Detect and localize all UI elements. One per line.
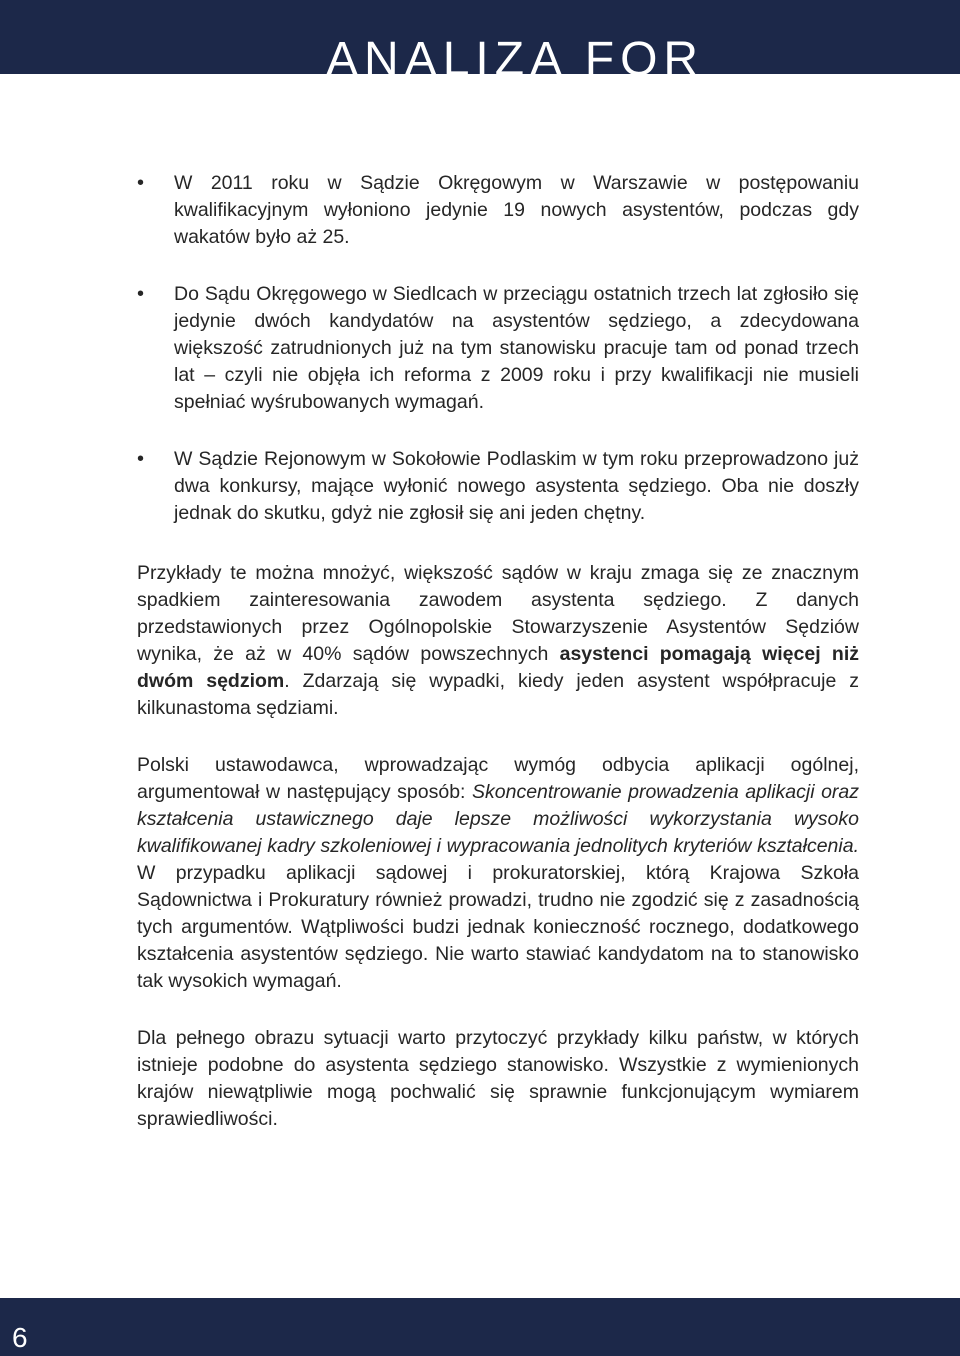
header-band bbox=[0, 0, 960, 74]
italic-quote: Skoncentrowanie prowadzenia aplikacji oraz kształcenia ustawicznego daje lepsze możliwości wykorzystania wysoko kwalifikowanej kadry szkoleniowej i wypracowania jednolitych kryteriów kształcenia. bbox=[137, 781, 860, 857]
page-content bbox=[137, 170, 859, 1163]
paragraph-text: Polski ustawodawca, wprowadzając wymóg odbycia aplikacji ogólnej, argumentował w następujący sposób: bbox=[137, 754, 859, 803]
paragraph-text: Przykłady te można mnożyć, większość sądów w kraju zmaga się ze znacznym spadkiem zainteresowania zawodem asystenta sędziego. Z danych przedstawionych przez Ogólnopolskie Stowarzyszenie Asystentów Sędziów wynika, że aż w 40% sądów powszechnych bbox=[137, 562, 859, 665]
paragraph-legislator bbox=[137, 752, 859, 995]
bullet-item: • W 2011 roku w Sądzie Okręgowym w Warszawie w postępowaniu kwalifikacyjnym wyłoniono jedynie 19 nowych asystentów, podczas gdy wakatów było aż 25. bbox=[137, 170, 859, 251]
paragraph-comparison: Dla pełnego obrazu sytuacji warto przytoczyć przykłady kilku państw, w których istnieje podobne do asystenta sędziego stanowisko. Wszystkie z wymienionych krajów niewątpliwie mogą pochwalić się sprawnie funkcjonującym wymiarem sprawiedliwości. bbox=[137, 1027, 859, 1130]
paragraph-text: W przypadku aplikacji sądowej i prokuratorskiej, którą Krajowa Szkoła Sądownictwa i Prokuratury również prowadzi, trudno nie zgodzić się z zasadnością tych argumentów. Wątpliwości budzi jednak konieczność rocznego, dodatkowego kształcenia asystentów sędziego. Nie warto stawiać kandydatom na to stanowisko tak wysokich wymagań. bbox=[137, 862, 859, 992]
page-number: 6 bbox=[12, 1322, 28, 1353]
footer-band bbox=[0, 1298, 960, 1356]
paragraph-examples bbox=[137, 560, 859, 722]
bullet-item: • Do Sądu Okręgowego w Siedlcach w przeciągu ostatnich trzech lat zgłosiło się jedynie dwóch kandydatów na asystentów sędziego, a zdecydowana większość zatrudnionych już na tym stanowisku pracuje tam od ponad trzech lat – czyli nie objęła ich reforma z 2009 roku i przy kwalifikacji nie musieli spełniać wyśrubowanych wymagań. bbox=[137, 281, 859, 416]
bullet-item: • W Sądzie Rejonowym w Sokołowie Podlaskim w tym roku przeprowadzono już dwa konkursy, mające wyłonić nowego asystenta sędziego. Oba nie doszły jednak do skutku, gdyż nie zgłosił się ani jeden chętny. bbox=[137, 446, 859, 527]
bullet-list bbox=[137, 170, 859, 527]
bold-highlight: asystenci pomagają więcej niż dwóm sędziom bbox=[137, 643, 859, 692]
page-title: ANALIZA FOR bbox=[326, 33, 705, 74]
paragraph-text: . Zdarzają się wypadki, kiedy jeden asystent współpracuje z kilkunastoma sędziami. bbox=[137, 670, 859, 719]
